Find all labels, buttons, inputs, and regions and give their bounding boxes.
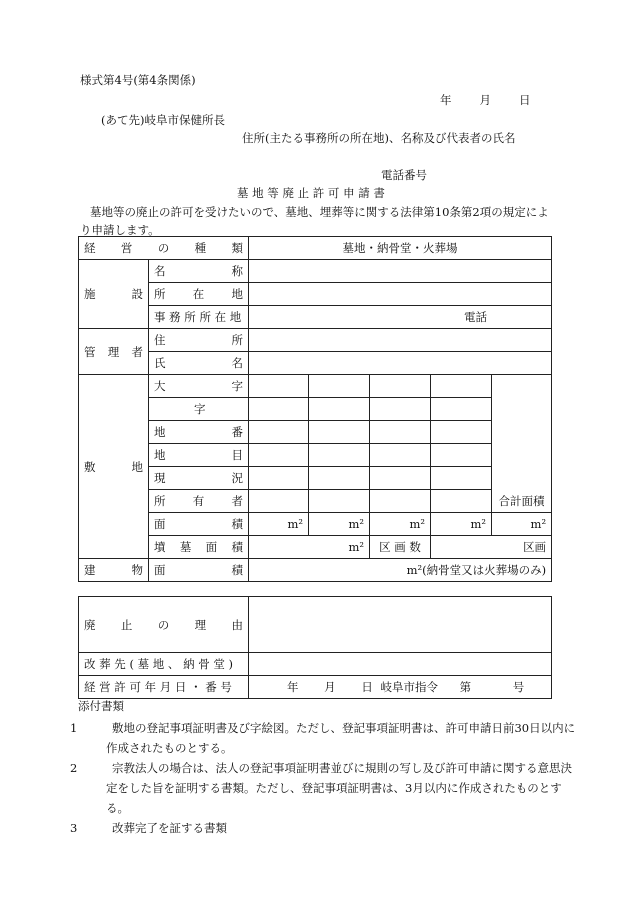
- date-line: [440, 92, 531, 108]
- intro-text: 墓地等の廃止の許可を受けたいので、墓地、埋葬等に関する法律第10条第2項の規定により申請します。: [80, 205, 549, 237]
- manager-label: [79, 329, 149, 375]
- label-char: 墳: [154, 540, 166, 554]
- site-oaza-label: [149, 375, 249, 398]
- site-owner-label: [149, 490, 249, 513]
- attachments-heading: 添付書類: [78, 699, 124, 713]
- building-label: [79, 559, 149, 582]
- label-char: 目: [231, 448, 243, 462]
- label-char: 地: [154, 448, 166, 462]
- site-chiban-label: [149, 421, 249, 444]
- facility-name-label: [149, 260, 249, 283]
- label-char: 敷: [84, 459, 96, 474]
- label-char: 現: [154, 471, 166, 485]
- label-char: 営: [120, 241, 133, 255]
- section-count-label: 区 画 数: [370, 536, 431, 559]
- label-char: 物: [131, 563, 143, 577]
- label-char: 大: [154, 379, 166, 393]
- site-label: [79, 375, 149, 559]
- section-unit: 区画: [431, 536, 552, 559]
- attachment-item-2: 2 宗教法人の場合は、法人の登記事項証明書並びに規則の写し及び許可申請に関する意思決定をした旨を証明する書類。ただし、登記事項証明書は、3月以内に作成されたものとする。: [70, 761, 572, 815]
- reason-field[interactable]: [249, 597, 552, 653]
- area-unit: m²: [492, 513, 552, 536]
- site-area-label: [149, 513, 249, 536]
- attachment-item-3: 3 改葬完了を証する書類: [70, 821, 227, 835]
- label-char: 管: [84, 344, 96, 359]
- addressee: (あて先)岐阜市保健所長: [101, 113, 225, 127]
- label-char: 住: [154, 333, 166, 347]
- office-phone-label: 電話: [464, 310, 487, 324]
- date-year: 年: [440, 93, 452, 107]
- attachment-item-1: 1 敷地の登記事項証明書及び字絵図。ただし、登記事項証明書は、許可申請日前30日以内に作成されたものとする。: [70, 721, 576, 755]
- label-char: 種: [194, 241, 207, 255]
- label-char: 番: [231, 425, 243, 439]
- label-char: 氏: [154, 356, 166, 370]
- reburial-label: 改 葬 先 ( 墓 地 、 納 骨 堂 ): [79, 653, 249, 676]
- facility-label: [79, 260, 149, 329]
- building-area-label: [149, 559, 249, 582]
- total-area-label: 合計面積: [492, 490, 552, 513]
- business-type-label: [79, 237, 249, 260]
- label-char: 者: [131, 344, 143, 359]
- label-char: 積: [231, 517, 243, 531]
- building-area-note: m²(納骨堂又は火葬場のみ): [249, 559, 552, 582]
- facility-location-field[interactable]: [249, 283, 552, 306]
- label-char: 廃: [84, 617, 96, 632]
- manager-address-field[interactable]: [249, 329, 552, 352]
- facility-location-label: [149, 283, 249, 306]
- label-char: 在: [192, 287, 205, 301]
- label-char: 理: [194, 617, 207, 632]
- facility-name-field[interactable]: [249, 260, 552, 283]
- label-char: 止: [120, 617, 133, 632]
- manager-name-label: [149, 352, 249, 375]
- second-table: [78, 596, 552, 699]
- label-char: 積: [231, 563, 243, 577]
- applicant-label: 住所(主たる事務所の所在地)、名称及び代表者の氏名: [242, 131, 516, 145]
- grave-area-unit: m²: [249, 536, 370, 559]
- label-char: 類: [231, 241, 243, 255]
- label-char: 経: [84, 241, 96, 255]
- label-char: 建: [84, 563, 96, 577]
- reason-label: [79, 597, 249, 653]
- label-char: 面: [154, 563, 166, 577]
- manager-address-label: [149, 329, 249, 352]
- label-char: 面: [205, 540, 218, 554]
- business-type-value: 墓地・納骨堂・火葬場: [249, 237, 552, 260]
- label-char: 由: [231, 617, 243, 632]
- site-aza-label: 字: [149, 398, 249, 421]
- reburial-field[interactable]: [249, 653, 552, 676]
- label-char: 地: [131, 459, 143, 474]
- label-char: 積: [231, 540, 243, 554]
- label-char: 所: [231, 333, 243, 347]
- label-char: 理: [107, 344, 120, 359]
- label-char: 地: [231, 287, 243, 301]
- area-unit: m²: [370, 513, 431, 536]
- label-char: 有: [192, 494, 205, 508]
- label-char: 者: [231, 494, 243, 508]
- permit-value[interactable]: 年 月 日 岐阜市指令 第 号: [249, 676, 552, 699]
- label-char: 設: [131, 287, 143, 301]
- label-char: 名: [231, 356, 243, 370]
- main-table: [78, 236, 552, 582]
- site-genkyo-label: [149, 467, 249, 490]
- page-title: 墓 地 等 廃 止 許 可 申 請 書: [237, 186, 385, 200]
- label-char: 地: [154, 425, 166, 439]
- label-char: 面: [154, 517, 166, 531]
- date-month: 月: [479, 93, 491, 107]
- area-unit: m²: [309, 513, 370, 536]
- manager-name-field[interactable]: [249, 352, 552, 375]
- form-number: 様式第4号(第4条関係): [80, 73, 196, 87]
- office-location-label: 事 務 所 所 在 地: [149, 306, 249, 329]
- label-char: の: [157, 617, 170, 632]
- label-char: の: [157, 241, 170, 255]
- permit-label: 経 営 許 可 年 月 日 ・ 番 号: [79, 676, 249, 699]
- office-location-field[interactable]: [249, 306, 552, 329]
- label-char: 況: [231, 471, 243, 485]
- label-char: 所: [154, 494, 166, 508]
- label-char: 施: [84, 287, 96, 301]
- label-char: 称: [231, 264, 243, 278]
- label-char: 所: [154, 287, 166, 301]
- label-char: 墓: [179, 540, 192, 554]
- area-unit: m²: [249, 513, 309, 536]
- grave-area-label: [149, 536, 249, 559]
- label-char: 字: [231, 379, 243, 393]
- date-day: 日: [519, 93, 531, 107]
- site-chimoku-label: [149, 444, 249, 467]
- phone-label: 電話番号: [381, 168, 427, 182]
- label-char: 名: [154, 264, 166, 278]
- area-unit: m²: [431, 513, 492, 536]
